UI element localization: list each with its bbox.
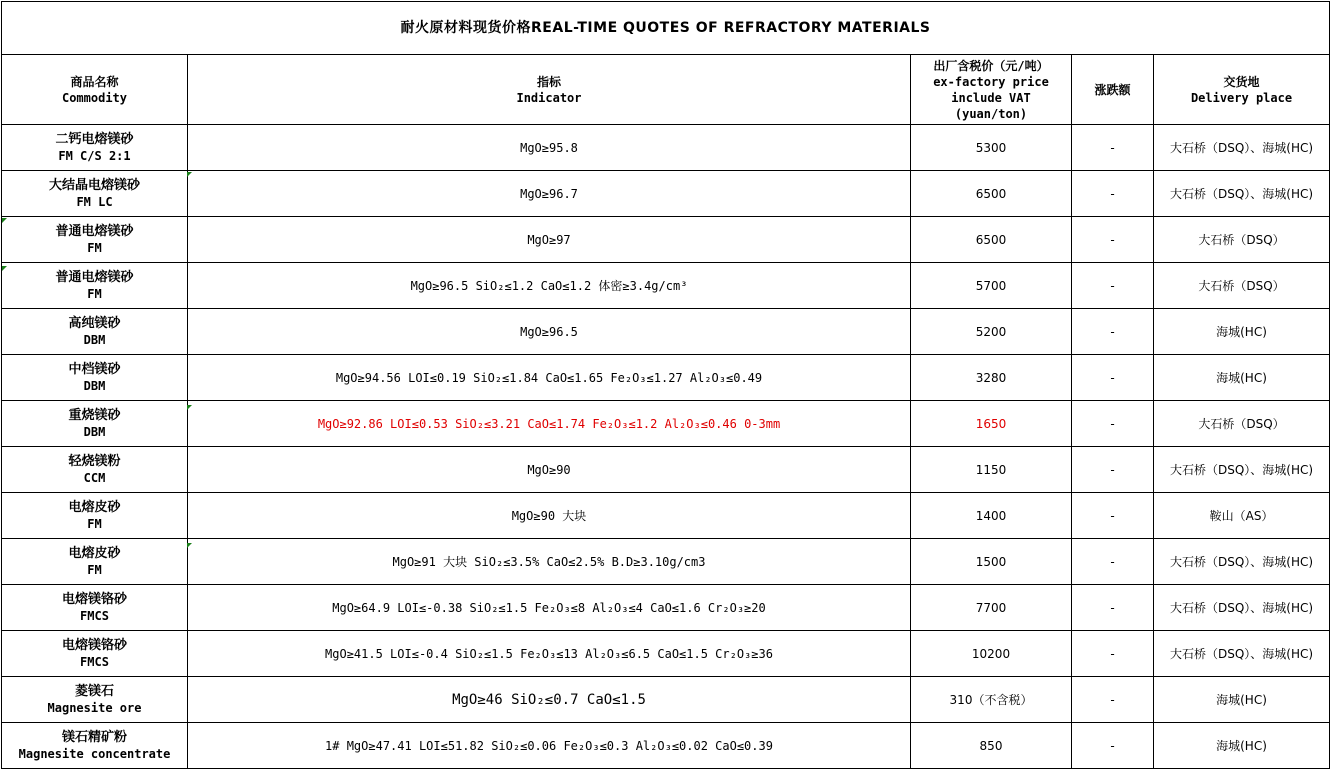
commodity-name-cn: 菱镁石: [74, 683, 114, 699]
table-row: [2, 263, 1330, 309]
indicator-cell: MgO≥91 大块 SiO₂≤3.5% CaO≤2.5% B.D≥3.10g/cm3: [188, 539, 911, 585]
commodity-name-en: FMCS: [80, 654, 109, 669]
commodity-cell: [2, 493, 188, 539]
commodity-cell: [2, 217, 188, 263]
header-indicator-en: Indicator: [516, 90, 582, 105]
commodity-name-cn: 电熔镁铬砂: [61, 591, 127, 607]
commodity-name-en: Magnesite concentrate: [18, 746, 171, 761]
header-commodity: [2, 55, 188, 125]
commodity-name-en: FM: [87, 240, 102, 255]
commodity-name-en: FM: [87, 286, 102, 301]
commodity-cell: [2, 723, 188, 769]
commodity-name-en: FM LC: [76, 194, 113, 209]
change-cell: -: [1072, 171, 1154, 217]
header-delivery-cn: 交货地: [1223, 74, 1260, 89]
header-commodity-cn: 商品名称: [70, 74, 119, 89]
table-row: [2, 171, 1330, 217]
commodity-name-cn: 电熔皮砂: [68, 545, 121, 561]
commodity-cell: [2, 401, 188, 447]
price-cell: 6500: [911, 217, 1072, 263]
table-row: [2, 309, 1330, 355]
header-price-line2: ex-factory price: [933, 74, 1049, 89]
change-cell: -: [1072, 723, 1154, 769]
table-row: [2, 217, 1330, 263]
commodity-cell: [2, 171, 188, 217]
comment-marker-icon: [187, 172, 192, 177]
commodity-cell: [2, 447, 188, 493]
header-delivery-en: Delivery place: [1190, 90, 1293, 105]
delivery-cell: 大石桥（DSQ）、海城(HC): [1154, 171, 1330, 217]
table-row: [2, 355, 1330, 401]
commodity-name-cn: 轻烧镁粉: [68, 453, 121, 469]
change-cell: -: [1072, 217, 1154, 263]
commodity-name-cn: 电熔皮砂: [68, 499, 121, 515]
commodity-name-cn: 普通电熔镁砂: [55, 223, 134, 239]
delivery-cell: 海城(HC): [1154, 723, 1330, 769]
commodity-cell: [2, 677, 188, 723]
change-cell: -: [1072, 631, 1154, 677]
comment-marker-icon: [187, 405, 192, 410]
delivery-cell: 鞍山（AS）: [1154, 493, 1330, 539]
change-cell: -: [1072, 493, 1154, 539]
header-indicator-cn: 指标: [536, 74, 561, 89]
price-cell: 10200: [911, 631, 1072, 677]
price-cell: 5200: [911, 309, 1072, 355]
table-row: [2, 493, 1330, 539]
price-cell: 5700: [911, 263, 1072, 309]
change-cell: -: [1072, 447, 1154, 493]
delivery-cell: 大石桥（DSQ）、海城(HC): [1154, 539, 1330, 585]
price-cell: 3280: [911, 355, 1072, 401]
commodity-name-en: DBM: [83, 332, 106, 347]
indicator-cell: MgO≥96.7: [188, 171, 911, 217]
comment-marker-icon: [187, 543, 192, 548]
delivery-cell: 大石桥（DSQ）、海城(HC): [1154, 631, 1330, 677]
commodity-name-cn: 二钙电熔镁砂: [55, 131, 134, 147]
price-cell: 6500: [911, 171, 1072, 217]
change-cell: -: [1072, 125, 1154, 171]
price-cell: 850: [911, 723, 1072, 769]
price-cell: 1650: [911, 401, 1072, 447]
change-cell: -: [1072, 263, 1154, 309]
table-row: [2, 401, 1330, 447]
price-cell: 7700: [911, 585, 1072, 631]
header-price: [911, 55, 1072, 125]
commodity-cell: [2, 585, 188, 631]
change-cell: -: [1072, 539, 1154, 585]
delivery-cell: 海城(HC): [1154, 355, 1330, 401]
indicator-cell: 1# MgO≥47.41 LOI≤51.82 SiO₂≤0.06 Fe₂O₃≤0.3 Al₂O₃≤0.02 CaO≤0.39: [188, 723, 911, 769]
indicator-cell: MgO≥94.56 LOI≤0.19 SiO₂≤1.84 CaO≤1.65 Fe₂O₃≤1.27 Al₂O₃≤0.49: [188, 355, 911, 401]
indicator-cell: MgO≥64.9 LOI≤-0.38 SiO₂≤1.5 Fe₂O₃≤8 Al₂O₃≤4 CaO≤1.6 Cr₂O₃≥20: [188, 585, 911, 631]
change-cell: -: [1072, 401, 1154, 447]
table-row: [2, 723, 1330, 769]
price-cell: 1500: [911, 539, 1072, 585]
indicator-cell: MgO≥90: [188, 447, 911, 493]
table-row: [2, 125, 1330, 171]
indicator-cell: MgO≥46 SiO₂≤0.7 CaO≤1.5: [188, 677, 911, 723]
delivery-cell: 大石桥（DSQ）: [1154, 263, 1330, 309]
indicator-cell: MgO≥97: [188, 217, 911, 263]
commodity-name-cn: 高纯镁砂: [68, 315, 121, 331]
table-row: [2, 677, 1330, 723]
commodity-name-en: DBM: [83, 378, 106, 393]
indicator-cell: MgO≥96.5 SiO₂≤1.2 CaO≤1.2 体密≥3.4g/cm³: [188, 263, 911, 309]
commodity-cell: [2, 125, 188, 171]
price-cell: 310（不含税）: [911, 677, 1072, 723]
commodity-name-cn: 重烧镁砂: [68, 407, 121, 423]
delivery-cell: 大石桥（DSQ）: [1154, 401, 1330, 447]
commodity-name-en: FM C/S 2:1: [58, 148, 131, 163]
commodity-cell: [2, 631, 188, 677]
table-row: [2, 585, 1330, 631]
title-row: [2, 2, 1330, 55]
indicator-cell: MgO≥96.5: [188, 309, 911, 355]
header-price-line3: include VAT: [951, 90, 1031, 105]
header-change: 涨跌额: [1072, 55, 1154, 125]
commodity-cell: [2, 309, 188, 355]
delivery-cell: 大石桥（DSQ）、海城(HC): [1154, 125, 1330, 171]
price-cell: 1400: [911, 493, 1072, 539]
header-delivery: [1154, 55, 1330, 125]
commodity-cell: [2, 355, 188, 401]
commodity-name-en: FM: [87, 562, 102, 577]
commodity-name-cn: 普通电熔镁砂: [55, 269, 134, 285]
commodity-name-cn: 大结晶电熔镁砂: [48, 177, 140, 193]
delivery-cell: 大石桥（DSQ）、海城(HC): [1154, 585, 1330, 631]
commodity-name-cn: 电熔镁铬砂: [61, 637, 127, 653]
header-row: [2, 55, 1330, 125]
header-price-line4: (yuan/ton): [954, 106, 1028, 121]
indicator-cell: MgO≥92.86 LOI≤0.53 SiO₂≤3.21 CaO≤1.74 Fe₂O₃≤1.2 Al₂O₃≤0.46 0-3mm: [188, 401, 911, 447]
commodity-name-en: FMCS: [80, 608, 109, 623]
commodity-name-cn: 镁石精矿粉: [61, 729, 127, 745]
commodity-name-cn: 中档镁砂: [68, 361, 121, 377]
delivery-cell: 海城(HC): [1154, 309, 1330, 355]
commodity-cell: [2, 539, 188, 585]
change-cell: -: [1072, 677, 1154, 723]
delivery-cell: 大石桥（DSQ）: [1154, 217, 1330, 263]
quotes-table: [1, 1, 1330, 769]
price-cell: 1150: [911, 447, 1072, 493]
commodity-cell: [2, 263, 188, 309]
commodity-name-en: Magnesite ore: [47, 700, 142, 715]
indicator-cell: MgO≥90 大块: [188, 493, 911, 539]
delivery-cell: 大石桥（DSQ）、海城(HC): [1154, 447, 1330, 493]
delivery-cell: 海城(HC): [1154, 677, 1330, 723]
change-cell: -: [1072, 355, 1154, 401]
commodity-name-en: DBM: [83, 424, 106, 439]
comment-marker-icon: [2, 266, 7, 271]
table-title: 耐火原材料现货价格REAL-TIME QUOTES OF REFRACTORY MATERIALS: [2, 2, 1330, 55]
table-row: [2, 539, 1330, 585]
commodity-name-en: CCM: [83, 470, 106, 485]
commodity-name-en: FM: [87, 516, 102, 531]
change-cell: -: [1072, 585, 1154, 631]
header-price-line1: 出厂含税价（元/吨）: [933, 58, 1049, 73]
header-indicator: [188, 55, 911, 125]
table-row: [2, 447, 1330, 493]
change-cell: -: [1072, 309, 1154, 355]
header-commodity-en: Commodity: [61, 90, 128, 105]
indicator-cell: MgO≥95.8: [188, 125, 911, 171]
indicator-cell: MgO≥41.5 LOI≤-0.4 SiO₂≤1.5 Fe₂O₃≤13 Al₂O₃≤6.5 CaO≤1.5 Cr₂O₃≥36: [188, 631, 911, 677]
comment-marker-icon: [2, 218, 7, 223]
price-cell: 5300: [911, 125, 1072, 171]
table-row: [2, 631, 1330, 677]
